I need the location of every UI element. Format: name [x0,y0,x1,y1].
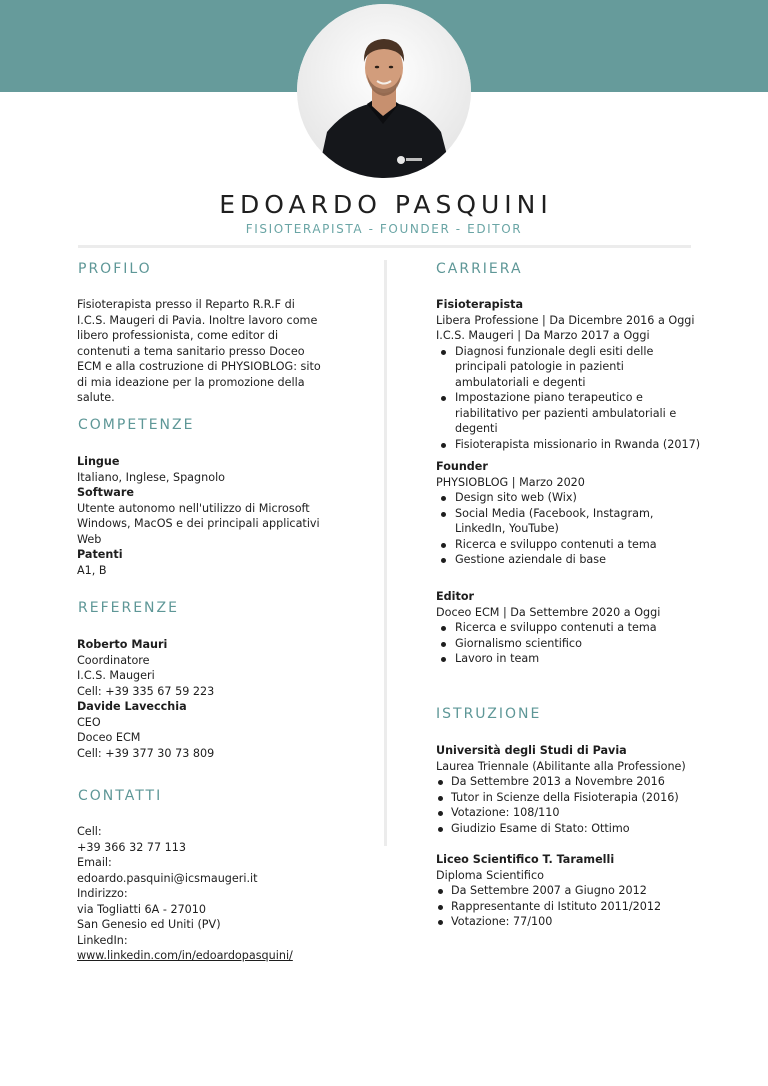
section-title-carriera: CARRIERA [436,261,523,277]
job-line: Doceo ECM | Da Settembre 2020 a Oggi [436,605,661,619]
list-item: Diagnosi funzionale degli esiti delle principali patologie in pazienti ambulatoriali e degenti [436,344,701,391]
list-item: Ricerca e sviluppo contenuti a tema [436,537,701,553]
job-bullets [436,344,701,453]
list-item: Giudizio Esame di Stato: Ottimo [436,821,706,837]
reference-phone: Cell: +39 335 67 59 223 [77,684,215,698]
list-item: Impostazione piano terapeutico e riabilitativo per pazienti ambulatoriali e degenti [436,390,701,437]
skill-label-languages: Lingue [77,455,120,468]
job-line: PHYSIOBLOG | Marzo 2020 [436,475,585,489]
reference-name: Davide Lavecchia [77,700,187,713]
reference-role: CEO [77,715,101,729]
job-fisioterapista [436,297,701,452]
profile-text [77,297,322,406]
list-item: Da Settembre 2007 a Giugno 2012 [436,883,706,899]
job-editor [436,589,701,667]
skill-label-software: Software [77,486,134,499]
skill-value-licenses: A1, B [77,563,107,577]
section-title-profilo: PROFILO [78,261,152,277]
school-degree: Laurea Triennale (Abilitante alla Professione) [436,759,686,773]
contact-email[interactable]: edoardo.pasquini@icsmaugeri.it [77,871,258,885]
job-bullets [436,620,701,667]
reference-org: Doceo ECM [77,731,141,744]
job-role: Founder [436,460,488,473]
school-university [436,743,706,836]
contact-linkedin-label: LinkedIn: [77,933,128,947]
profile-paragraph: Fisioterapista presso il Reparto R.R.F di I.C.S. Maugeri di Pavia. Inoltre lavoro come libero professionista, come editor di contenuti a tema sanitario presso Doceo ECM e alla costruzione di PHYSIOBLOG: sito di mia ideazione per la promozione della salute. [77,298,321,404]
reference-org: I.C.S. Maugeri [77,669,155,682]
linkedin-link[interactable]: www.linkedin.com/in/edoardopasquini/ [77,949,293,962]
school-bullets [436,774,706,836]
contact-address-label: Indirizzo: [77,887,128,900]
list-item: Rappresentante di Istituto 2011/2012 [436,899,706,915]
section-title-contatti: CONTATTI [78,788,163,804]
list-item: Votazione: 108/110 [436,805,706,821]
skills-list [77,454,322,578]
contact-cell-label: Cell: [77,825,102,838]
reference-name: Roberto Mauri [77,638,168,651]
school-bullets [436,883,706,930]
reference-phone: Cell: +39 377 30 73 809 [77,746,215,760]
job-founder [436,459,701,568]
full-name: EDOARDO PASQUINI [219,190,553,219]
list-item: Social Media (Facebook, Instagram, LinkedIn, YouTube) [436,506,701,537]
job-bullets [436,490,701,568]
contacts-list [77,824,337,964]
list-item: Votazione: 77/100 [436,914,706,930]
school-degree: Diploma Scientifico [436,868,544,882]
skill-value-languages: Italiano, Inglese, Spagnolo [77,470,226,484]
section-title-referenze: REFERENZE [78,600,179,616]
list-item: Ricerca e sviluppo contenuti a tema [436,620,701,636]
contact-address-line2: San Genesio ed Uniti (PV) [77,918,221,931]
list-item: Fisioterapista missionario in Rwanda (2017) [436,437,701,453]
job-line: I.C.S. Maugeri | Da Marzo 2017 a Oggi [436,329,650,342]
section-title-competenze: COMPETENZE [78,417,195,433]
section-title-istruzione: ISTRUZIONE [436,706,542,722]
references-list [77,637,322,761]
school-name: Liceo Scientifico T. Taramelli [436,853,615,866]
skill-value-software: Utente autonomo nell'utilizzo di Microsoft Windows, MacOS e dei principali applicativi Web [77,501,320,546]
profile-photo [297,4,471,178]
list-item: Giornalismo scientifico [436,636,701,652]
contact-address-line1: via Togliatti 6A - 27010 [77,902,207,916]
school-name: Università degli Studi di Pavia [436,744,627,757]
list-item: Design sito web (Wix) [436,490,701,506]
job-role: Fisioterapista [436,298,524,311]
job-role: Editor [436,590,475,603]
list-item: Lavoro in team [436,651,701,667]
list-item: Tutor in Scienze della Fisioterapia (2016) [436,790,706,806]
school-liceo [436,852,706,930]
column-divider [384,260,387,846]
list-item: Da Settembre 2013 a Novembre 2016 [436,774,706,790]
portrait-image [297,4,471,178]
header-divider [78,245,691,248]
contact-cell[interactable]: +39 366 32 77 113 [77,840,187,854]
skill-label-licenses: Patenti [77,548,123,561]
job-line: Libera Professione | Da Dicembre 2016 a Oggi [436,313,695,327]
reference-role: Coordinatore [77,653,150,667]
contact-email-label: Email: [77,856,112,869]
job-subtitle: FISIOTERAPISTA - FOUNDER - EDITOR [245,222,523,236]
list-item: Gestione aziendale di base [436,552,701,568]
